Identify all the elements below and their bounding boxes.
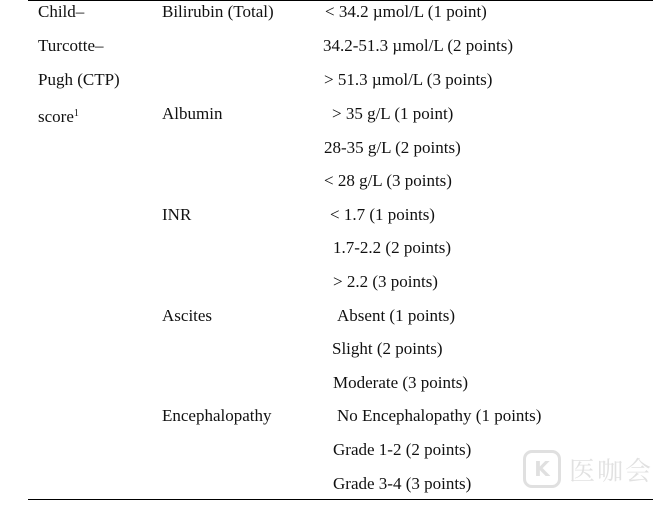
- criterion-ascites: Ascites: [162, 306, 213, 325]
- bilirubin-value-3: > 51.3 µmol/L (3 points): [324, 70, 493, 89]
- shield-logo-icon: K: [523, 450, 561, 488]
- table-top-rule: [28, 0, 653, 1]
- inr-value-1: < 1.7 (1 points): [330, 205, 435, 224]
- criterion-bilirubin: Bilirubin (Total): [162, 2, 274, 21]
- encephalopathy-value-2: Grade 1-2 (2 points): [333, 440, 472, 459]
- criterion-inr: INR: [162, 205, 192, 224]
- watermark: [523, 446, 663, 492]
- score-label-line-2: Turcotte–: [38, 36, 104, 55]
- criterion-albumin: Albumin: [162, 104, 223, 123]
- albumin-value-2: 28-35 g/L (2 points): [324, 138, 461, 157]
- inr-value-2: 1.7-2.2 (2 points): [333, 238, 452, 257]
- encephalopathy-value-1: No Encephalopathy (1 points): [337, 406, 542, 425]
- bilirubin-value-2: 34.2-51.3 µmol/L (2 points): [323, 36, 514, 55]
- bilirubin-value-1: < 34.2 µmol/L (1 point): [325, 2, 487, 21]
- score-label-line-1: Child–: [38, 2, 85, 21]
- table-bottom-rule: [28, 499, 653, 500]
- ascites-value-2: Slight (2 points): [332, 339, 443, 358]
- watermark-text: 医咖会: [569, 456, 654, 487]
- ascites-value-1: Absent (1 points): [337, 306, 456, 325]
- encephalopathy-value-3: Grade 3-4 (3 points): [333, 474, 472, 493]
- inr-value-3: > 2.2 (3 points): [333, 272, 438, 291]
- ascites-value-3: Moderate (3 points): [333, 373, 469, 392]
- score-label-line-3: Pugh (CTP): [38, 70, 120, 89]
- score-label-text: score: [38, 107, 74, 126]
- criterion-encephalopathy: Encephalopathy: [162, 406, 272, 425]
- albumin-value-3: < 28 g/L (3 points): [324, 171, 452, 190]
- albumin-value-1: > 35 g/L (1 point): [332, 104, 454, 123]
- score-label-line-4: [38, 104, 79, 127]
- footnote-marker: 1: [73, 108, 79, 119]
